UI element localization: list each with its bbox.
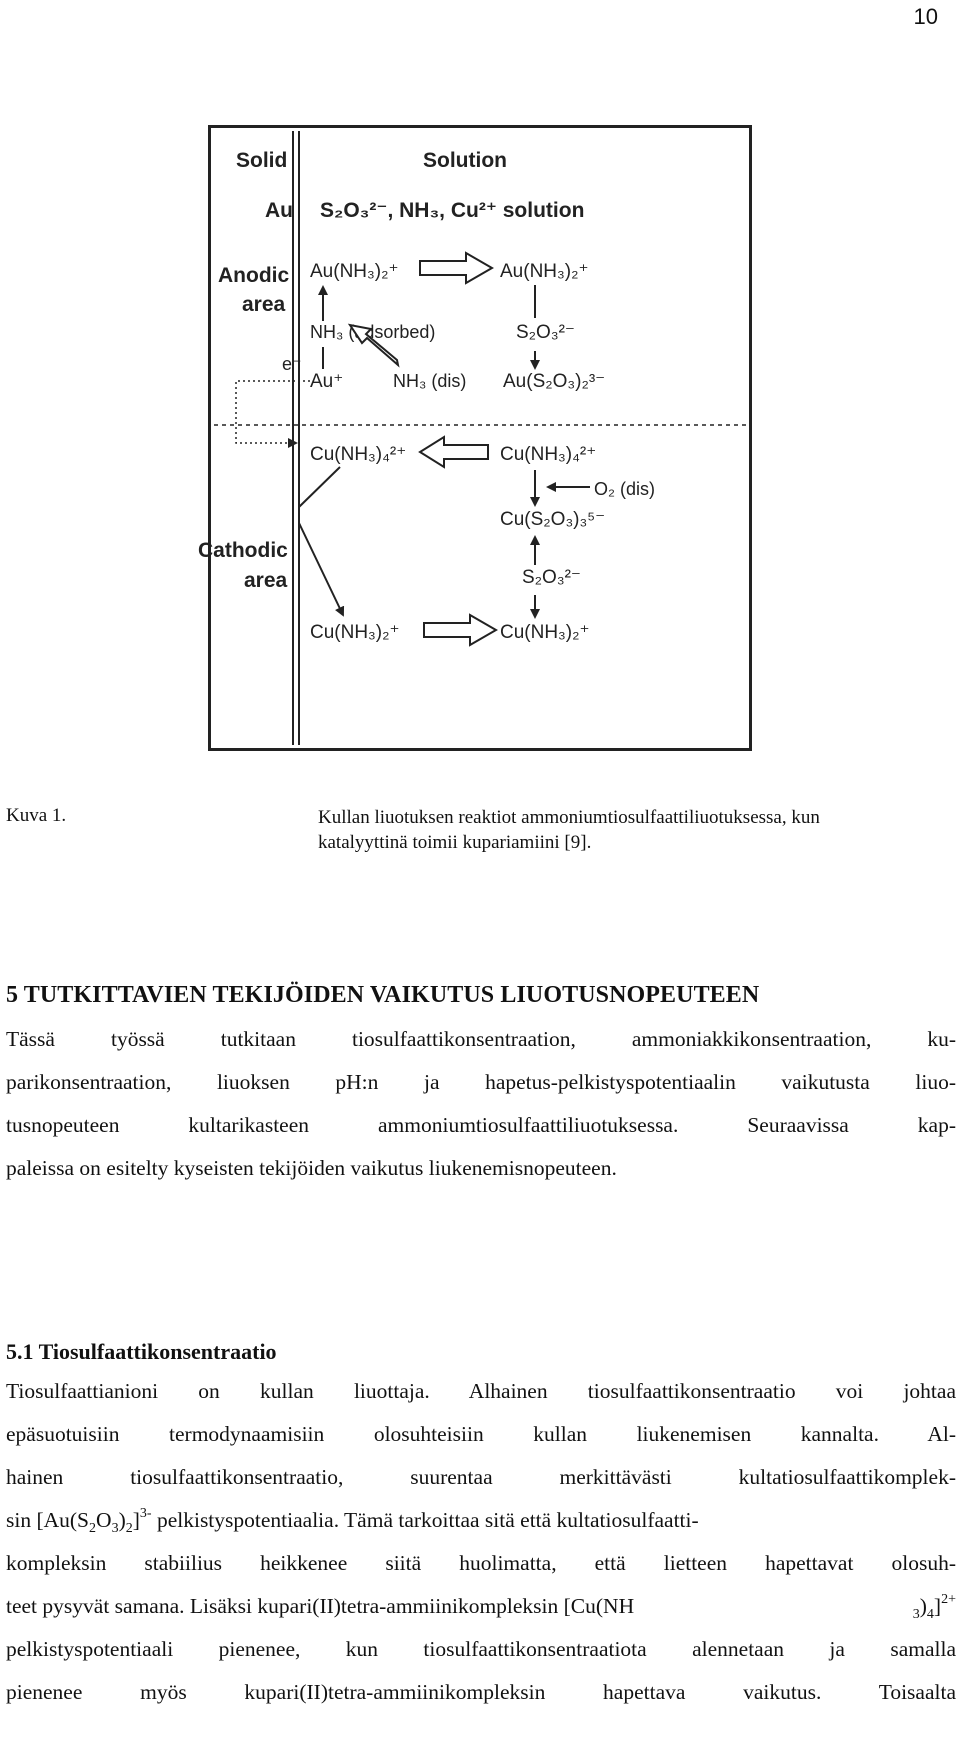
species-au-nh3-2-left: Au(NH₃)₂⁺	[310, 261, 399, 282]
species-s2o3-bottom: S₂O₃²⁻	[522, 567, 581, 588]
section-line-4: paleissa on esitelty kyseisten tekijöiden vaikutus liukenemisnopeuteen.	[6, 1156, 617, 1180]
species-cu-nh3-4-left: Cu(NH₃)₄²⁺	[310, 444, 407, 465]
subsection-line-2: epäsuotuisiin termodynaamisiin olosuhteisiin kullan liukenemisen kannalta. Al-	[6, 1422, 956, 1446]
section-heading: 5 TUTKITTAVIEN TEKIJÖIDEN VAIKUTUS LIUOTUSNOPEUTEEN	[6, 982, 760, 1008]
line4-mid1: O	[96, 1508, 112, 1532]
species-nh3-adsorbed: NH₃ (adsorbed)	[310, 322, 436, 342]
species-o2-dis: O₂ (dis)	[594, 479, 655, 499]
subsection-line-3: hainen tiosulfaattikonsentraatio, suurentaa merkittävästi kultatiosulfaattikomplek-	[6, 1465, 956, 1489]
section-line-1: Tässä työssä tutkitaan tiosulfaattikonsentraation, ammoniakkikonsentraation, ku-	[6, 1027, 956, 1051]
reaction-diagram	[198, 125, 752, 751]
subsection-heading: 5.1 Tiosulfaattikonsentraatio	[6, 1339, 277, 1364]
label-anodic: Anodic	[218, 264, 290, 287]
subsection-line-1: Tiosulfaattianioni on kullan liuottaja. Alhainen tiosulfaattikonsentraatio voi johtaa	[6, 1379, 956, 1403]
line4-sup: 3-	[139, 1506, 152, 1521]
line6-mid1: )	[919, 1594, 927, 1618]
label-anodic-area: area	[242, 293, 286, 316]
line6-sub1: 3	[912, 1607, 920, 1622]
figure-caption-line-2: katalyyttinä toimii kupariamiini [9].	[318, 832, 592, 853]
line6-sub2: 4	[926, 1607, 934, 1622]
line6-mid2: ]	[933, 1594, 942, 1618]
figure-caption-text	[318, 805, 958, 855]
figure-caption-line-1: Kullan liuotuksen reaktiot ammoniumtiosulfaattiliuotuksessa, kun	[318, 807, 820, 828]
subsection-paragraph	[6, 1370, 956, 1714]
label-solid: Solid	[236, 149, 288, 172]
subsection-line-6	[6, 1585, 956, 1628]
electron-label: e⁻	[282, 354, 302, 374]
subsection-line-8: pienenee myös kupari(II)tetra-ammiinikompleksin hapettava vaikutus. Toisaalta	[6, 1680, 956, 1704]
species-cu-s2o3-3: Cu(S₂O₃)₃⁵⁻	[500, 509, 606, 530]
line4-mid3: ]	[132, 1508, 140, 1532]
species-au-nh3-2-right: Au(NH₃)₂⁺	[500, 261, 589, 282]
species-cu-nh3-2-left: Cu(NH₃)₂⁺	[310, 622, 400, 643]
line6-formula	[913, 1585, 956, 1628]
species-au-plus: Au⁺	[310, 371, 344, 392]
subsection-line-7: pelkistyspotentiaali pienenee, kun tiosulfaattikonsentraatiota alennetaan ja samalla	[6, 1637, 956, 1661]
label-solution-species: S₂O₃²⁻, NH₃, Cu²⁺ solution	[320, 199, 585, 222]
species-s2o3-top: S₂O₃²⁻	[516, 322, 575, 343]
section-line-2: parikonsentraation, liuoksen pH:n ja hapetus-pelkistyspotentiaalin vaikutusta liuo-	[6, 1070, 956, 1094]
label-cathodic-area: area	[244, 569, 288, 592]
line4-mid2: )	[118, 1508, 126, 1532]
line4-sub3: 2	[125, 1521, 133, 1536]
line6-sup: 2+	[941, 1592, 956, 1607]
page-number: 10	[913, 4, 938, 29]
figure-caption-label: Kuva 1.	[6, 805, 67, 826]
subsection-line-4	[6, 1499, 956, 1542]
label-cathodic: Cathodic	[198, 539, 288, 562]
label-au: Au	[265, 199, 293, 222]
line6-pre: teet pysyvät samana. Lisäksi kupari(II)tetra-ammiinikompleksin [Cu(NH	[6, 1594, 635, 1618]
line4-sub1: 2	[89, 1521, 97, 1536]
species-nh3-dis: NH₃ (dis)	[393, 371, 467, 391]
species-au-s2o3-2: Au(S₂O₃)₂³⁻	[503, 371, 606, 392]
reaction-diagram-svg	[198, 125, 752, 751]
section-line-3: tusnopeuteen kultarikasteen ammoniumtiosulfaattiliuotuksessa. Seuraavissa kap-	[6, 1113, 956, 1137]
line4-sub2: 3	[111, 1521, 119, 1536]
species-cu-nh3-2-right: Cu(NH₃)₂⁺	[500, 622, 590, 643]
species-cu-nh3-4-right: Cu(NH₃)₄²⁺	[500, 444, 597, 465]
label-solution: Solution	[423, 149, 507, 172]
subsection-line-5: kompleksin stabiilius heikkenee siitä huolimatta, että lietteen hapettavat olosuh-	[6, 1551, 956, 1575]
line4-pre: sin [Au(S	[6, 1508, 90, 1532]
line4-post: pelkistyspotentiaalia. Tämä tarkoittaa sitä että kultatiosulfaatti-	[151, 1508, 699, 1532]
section-paragraph	[6, 1018, 956, 1190]
